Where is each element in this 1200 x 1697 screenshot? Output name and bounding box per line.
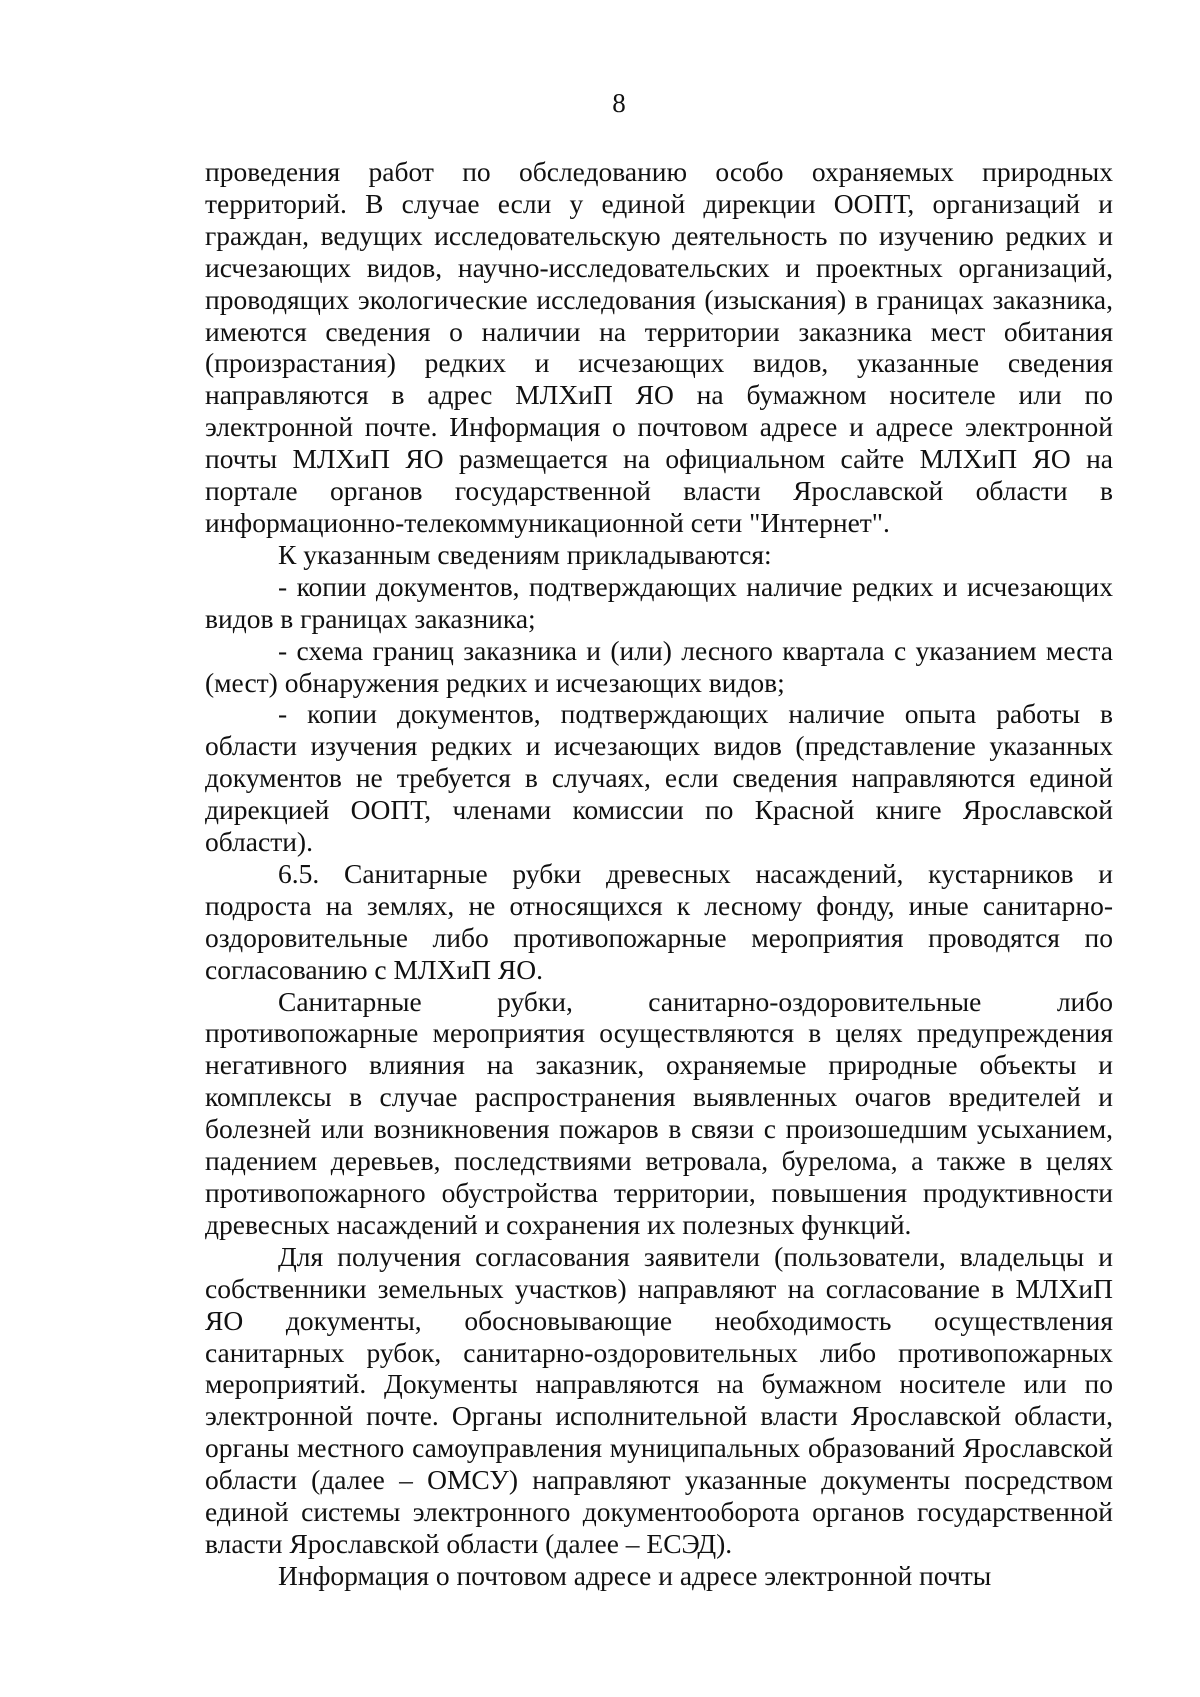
page-number: 8 — [612, 88, 626, 118]
paragraph: Информация о почтовом адресе и адресе электронной почты — [278, 1559, 992, 1591]
paragraph: К указанным сведениям прикладываются: — [278, 538, 772, 570]
paragraph: Для получения согласования заявители (пользователи, владельцы и собственники земельных участков) направляют на согласование в МЛХиП ЯО документы, обосновывающие необходимость осуществления санитарных рубок, санитарно-оздоровительных либо противопожарных мероприятий. Документы направляются на бумажном носителе или по электронной почте. Органы исполнительной власти Ярославской области, органы местного самоуправления муниципальных образований Ярославской области (далее – ОМСУ) направляют указанные документы посредством единой системы электронного документооборота органов государственной власти Ярославской области (далее – ЕСЭД). — [205, 1240, 1113, 1559]
list-item: - схема границ заказника и (или) лесного квартала с указанием места (мест) обнаружения редких и исчезающих видов; — [205, 634, 1113, 698]
paragraph: проведения работ по обследованию особо охраняемых природных территорий. В случае если у единой дирекции ООПТ, организаций и граждан, ведущих исследовательскую деятельность по изучению редких и исчезающих видов, научно-исследовательских и проектных организаций, проводящих экологические исследования (изыскания) в границах заказника, имеются сведения о наличии на территории заказника мест обитания (произрастания) редких и исчезающих видов, указанные сведения направляются в адрес МЛХиП ЯО на бумажном носителе или по электронной почте. Информация о почтовом адресе и адресе электронной почты МЛХиП ЯО размещается на официальном сайте МЛХиП ЯО на портале органов государственной власти Ярославской области в информационно-телекоммуникационной сети "Интернет". — [205, 156, 1113, 538]
section-paragraph-6-5: 6.5. Санитарные рубки древесных насаждений, кустарников и подроста на землях, не относящихся к лесному фонду, иные санитарно-оздоровительные либо противопожарные мероприятия проводятся по согласованию с МЛХиП ЯО. — [205, 857, 1113, 985]
list-item: - копии документов, подтверждающих наличие редких и исчезающих видов в границах заказника; — [205, 570, 1113, 634]
list-item: - копии документов, подтверждающих наличие опыта работы в области изучения редких и исчезающих видов (представление указанных документов не требуется в случаях, если сведения направляются единой дирекцией ООПТ, членами комиссии по Красной книге Ярославской области). — [205, 698, 1113, 858]
document-body — [205, 156, 1113, 1592]
paragraph: Санитарные рубки, санитарно-оздоровительные либо противопожарные мероприятия осуществляются в целях предупреждения негативного влияния на заказник, охраняемые природные объекты и комплексы в случае распространения выявленных очагов вредителей и болезней или возникновения пожаров в связи с произошедшим усыханием, падением деревьев, последствиями ветровала, бурелома, а также в целях противопожарного обустройства территории, повышения продуктивности древесных насаждений и сохранения их полезных функций. — [205, 985, 1113, 1240]
